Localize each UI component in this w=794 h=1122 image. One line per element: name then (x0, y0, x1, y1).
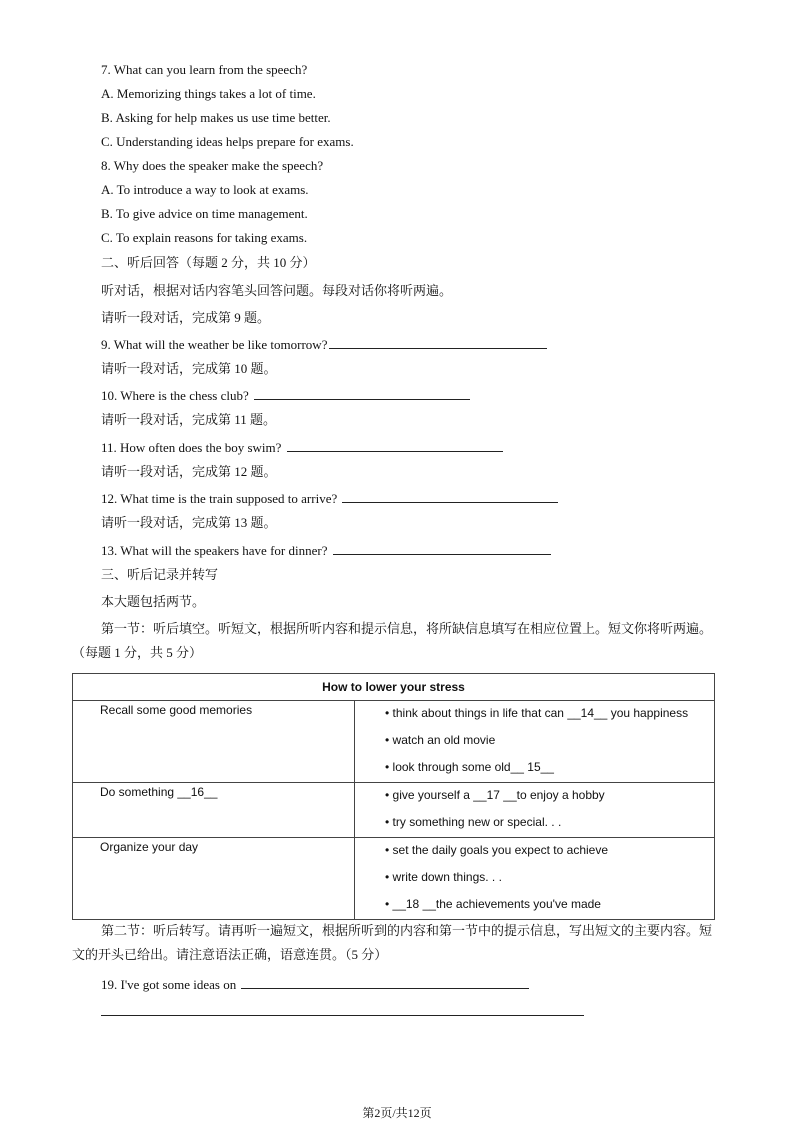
part-1-instruction: 第一节：听后填空。听短文，根据所听内容和提示信息，将所缺信息填写在相应位置上。短文你将听两遍。（每题 1 分，共 5 分） (72, 621, 713, 660)
question-9-text: 9. What will the weather be like tomorrow? (101, 337, 328, 352)
table-bullet: • try something new or special. . . (385, 815, 562, 829)
question-13 (101, 542, 551, 559)
table-bullet: • think about things in life that can __14__ you happiness (385, 706, 689, 720)
table-row (73, 701, 715, 783)
table-row-details (355, 783, 715, 838)
answer-blank-9[interactable] (329, 336, 547, 349)
question-8: 8. Why does the speaker make the speech? (101, 158, 324, 173)
table-bullet: • __18 __the achievements you've made (385, 897, 601, 911)
question-19-text: 19. I've got some ideas on (101, 977, 237, 992)
table-row-label: Do something __16__ (73, 783, 355, 838)
question-19 (101, 976, 529, 993)
page-number: 第2页/共12页 (362, 1106, 432, 1120)
question-8-option-c: C. To explain reasons for taking exams. (101, 230, 308, 245)
table-row (73, 838, 715, 920)
question-9 (101, 336, 547, 353)
prompt-12: 请听一段对话，完成第 12 题。 (101, 464, 277, 479)
question-8-option-b: B. To give advice on time management. (101, 206, 308, 221)
prompt-9: 请听一段对话，完成第 9 题。 (101, 310, 271, 325)
section-3-heading: 三、听后记录并转写 (101, 567, 219, 582)
question-12-text: 12. What time is the train supposed to arrive? (101, 491, 338, 506)
table-bullet: • look through some old__ 15__ (385, 760, 554, 774)
table-bullet: • watch an old movie (385, 733, 496, 747)
part-2-instruction: 第二节：听后转写。请再听一遍短文，根据所听到的内容和第一节中的提示信息，写出短文的主要内容。短文的开头已给出。请注意语法正确，语意连贯。（5 分） (72, 923, 713, 962)
question-7: 7. What can you learn from the speech? (101, 62, 308, 77)
table-bullet: • give yourself a __17 __to enjoy a hobby (385, 788, 605, 802)
prompt-10: 请听一段对话，完成第 10 题。 (101, 361, 277, 376)
question-7-option-b: B. Asking for help makes us use time better. (101, 110, 331, 125)
question-8-option-a: A. To introduce a way to look at exams. (101, 182, 309, 197)
table-row (73, 783, 715, 838)
answer-blank-12[interactable] (342, 490, 558, 503)
prompt-13: 请听一段对话，完成第 13 题。 (101, 515, 277, 530)
answer-blank-19[interactable] (241, 976, 529, 989)
stress-table (72, 673, 715, 920)
question-10-text: 10. Where is the chess club? (101, 388, 249, 403)
question-12 (101, 490, 558, 507)
table-bullet: • set the daily goals you expect to achieve (385, 843, 609, 857)
table-bullet: • write down things. . . (385, 870, 502, 884)
answer-blank-11[interactable] (287, 439, 503, 452)
table-row-details (355, 701, 715, 783)
question-7-option-c: C. Understanding ideas helps prepare for exams. (101, 134, 354, 149)
section-3-intro: 本大题包括两节。 (101, 594, 206, 609)
table-row-details (355, 838, 715, 920)
question-13-text: 13. What will the speakers have for dinner? (101, 543, 328, 558)
answer-blank-10[interactable] (254, 387, 470, 400)
table-title: How to lower your stress (73, 674, 715, 701)
question-10 (101, 387, 470, 404)
answer-blank-13[interactable] (333, 542, 551, 555)
table-row-label: Recall some good memories (73, 701, 355, 783)
section-2-heading: 二、听后回答（每题 2 分，共 10 分） (101, 255, 316, 270)
question-11 (101, 439, 503, 456)
section-2-instruction: 听对话，根据对话内容笔头回答问题。每段对话你将听两遍。 (101, 283, 453, 298)
table-row-label: Organize your day (73, 838, 355, 920)
question-11-text: 11. How often does the boy swim? (101, 440, 282, 455)
question-7-option-a: A. Memorizing things takes a lot of time. (101, 86, 316, 101)
answer-line-19-continued[interactable] (101, 1014, 584, 1016)
prompt-11: 请听一段对话，完成第 11 题。 (101, 412, 277, 427)
